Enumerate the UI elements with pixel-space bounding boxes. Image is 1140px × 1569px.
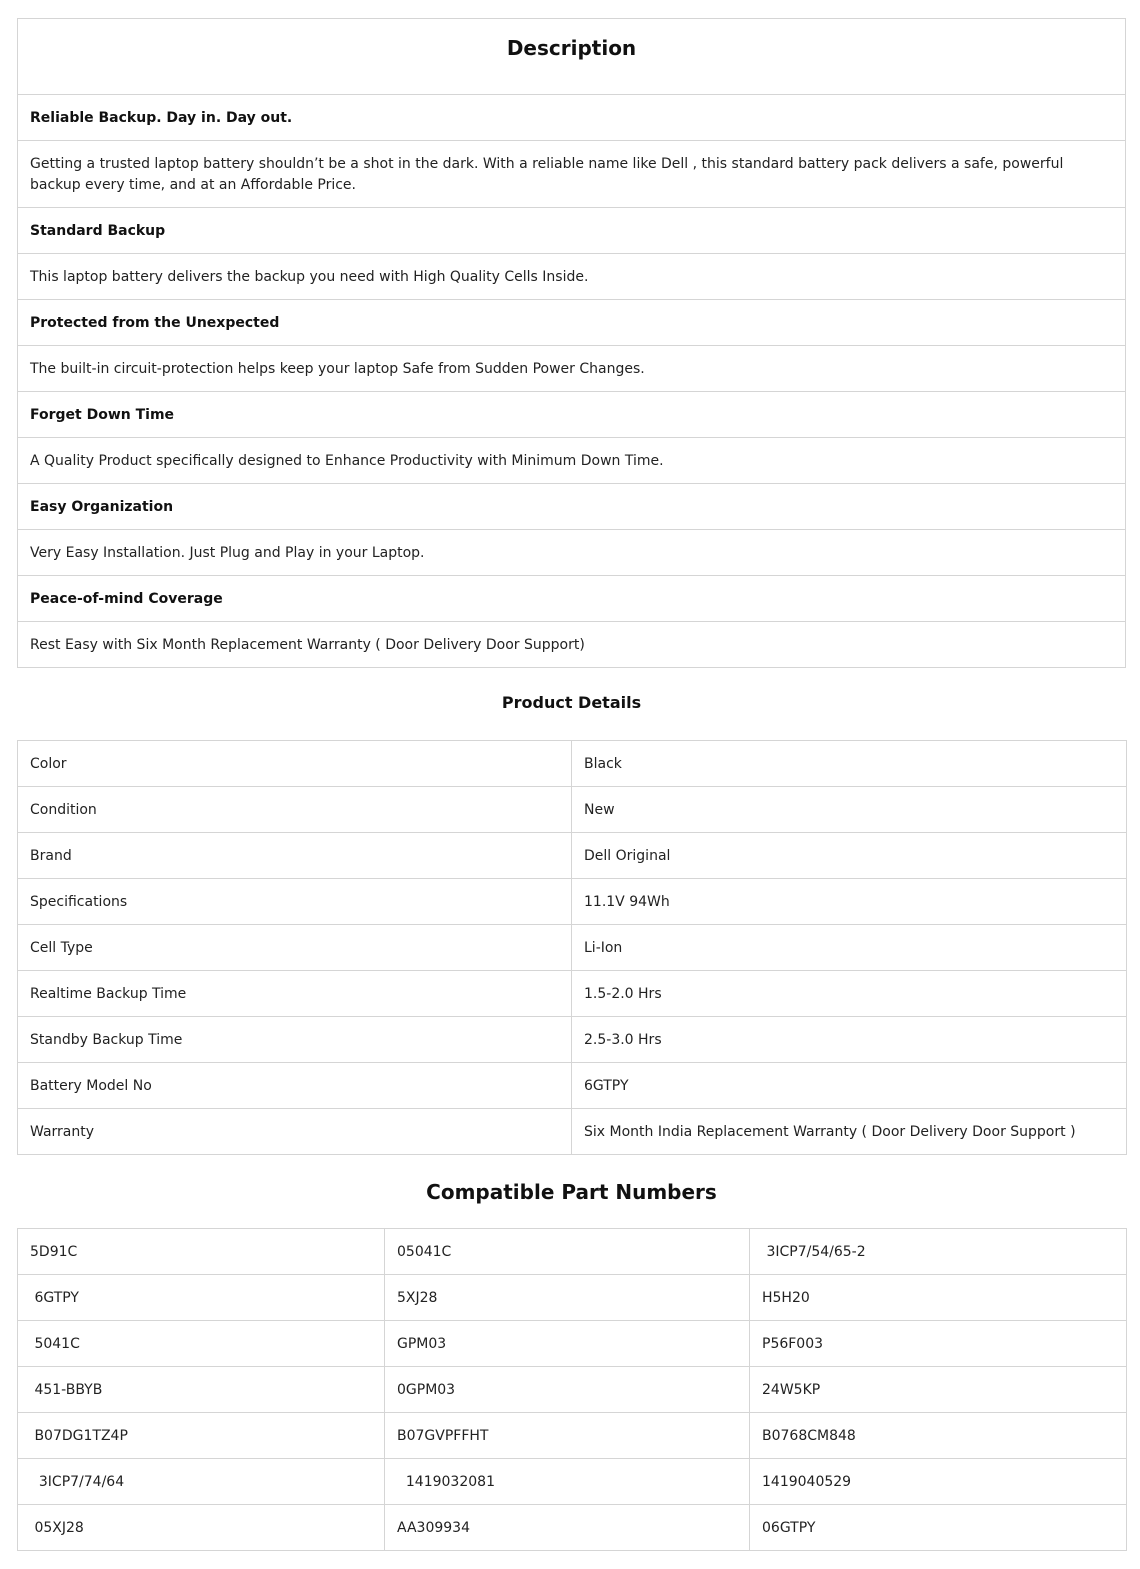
part-number-cell: B07GVPFFHT	[385, 1413, 750, 1459]
table-row	[18, 1275, 1127, 1321]
table-row	[18, 1109, 1127, 1155]
table-row	[18, 1367, 1127, 1413]
table-row	[18, 1063, 1127, 1109]
description-text-row	[18, 346, 1126, 392]
part-number-cell: 05XJ28	[18, 1505, 385, 1551]
section-text: Rest Easy with Six Month Replacement Warranty ( Door Delivery Door Support)	[18, 622, 1126, 668]
detail-value: Dell Original	[572, 833, 1127, 879]
description-title-row	[18, 19, 1126, 95]
section-text: This laptop battery delivers the backup you need with High Quality Cells Inside.	[18, 254, 1126, 300]
table-row	[18, 1505, 1127, 1551]
detail-label: Cell Type	[18, 925, 572, 971]
description-table	[17, 18, 1126, 668]
part-number-cell: 1419040529	[750, 1459, 1127, 1505]
detail-value: Li-Ion	[572, 925, 1127, 971]
detail-label: Realtime Backup Time	[18, 971, 572, 1017]
description-text-row	[18, 141, 1126, 208]
section-heading: Forget Down Time	[18, 392, 1126, 438]
table-row	[18, 1459, 1127, 1505]
part-number-cell: 24W5KP	[750, 1367, 1127, 1413]
section-text: Very Easy Installation. Just Plug and Play in your Laptop.	[18, 530, 1126, 576]
part-number-cell: B0768CM848	[750, 1413, 1127, 1459]
description-heading-row	[18, 576, 1126, 622]
description-heading-row	[18, 484, 1126, 530]
description-text-row	[18, 438, 1126, 484]
table-row	[18, 741, 1127, 787]
part-number-cell: AA309934	[385, 1505, 750, 1551]
part-number-cell: GPM03	[385, 1321, 750, 1367]
part-number-cell: B07DG1TZ4P	[18, 1413, 385, 1459]
part-number-cell: 5D91C	[18, 1229, 385, 1275]
detail-value: 11.1V 94Wh	[572, 879, 1127, 925]
description-text-row	[18, 622, 1126, 668]
part-number-cell: 451-BBYB	[18, 1367, 385, 1413]
part-number-cell: P56F003	[750, 1321, 1127, 1367]
table-row	[18, 787, 1127, 833]
part-number-cell: H5H20	[750, 1275, 1127, 1321]
product-details-title: Product Details	[501, 693, 642, 712]
description-heading-row	[18, 208, 1126, 254]
compatible-parts-table	[17, 1228, 1127, 1551]
detail-label: Standby Backup Time	[18, 1017, 572, 1063]
detail-value: New	[572, 787, 1127, 833]
detail-label: Battery Model No	[18, 1063, 572, 1109]
detail-value: Black	[572, 741, 1127, 787]
part-number-cell: 06GTPY	[750, 1505, 1127, 1551]
table-row	[18, 925, 1127, 971]
description-heading-row	[18, 95, 1126, 141]
part-number-cell: 3ICP7/54/65-2	[750, 1229, 1127, 1275]
detail-label: Color	[18, 741, 572, 787]
table-row	[18, 1229, 1127, 1275]
part-number-cell: 0GPM03	[385, 1367, 750, 1413]
section-heading: Easy Organization	[18, 484, 1126, 530]
part-number-cell: 3ICP7/74/64	[18, 1459, 385, 1505]
detail-value: 6GTPY	[572, 1063, 1127, 1109]
section-heading: Protected from the Unexpected	[18, 300, 1126, 346]
description-text-row	[18, 254, 1126, 300]
description-text-row	[18, 530, 1126, 576]
section-text: A Quality Product specifically designed to Enhance Productivity with Minimum Down Time.	[18, 438, 1126, 484]
part-number-cell: 5041C	[18, 1321, 385, 1367]
section-heading: Reliable Backup. Day in. Day out.	[18, 95, 1126, 141]
description-title: Description	[18, 19, 1126, 95]
detail-label: Specifications	[18, 879, 572, 925]
table-row	[18, 971, 1127, 1017]
detail-value: 1.5-2.0 Hrs	[572, 971, 1127, 1017]
compatible-parts-title: Compatible Part Numbers	[426, 1180, 717, 1204]
detail-label: Brand	[18, 833, 572, 879]
detail-value: 2.5-3.0 Hrs	[572, 1017, 1127, 1063]
part-number-cell: 05041C	[385, 1229, 750, 1275]
section-text: The built-in circuit-protection helps keep your laptop Safe from Sudden Power Changes.	[18, 346, 1126, 392]
table-row	[18, 1321, 1127, 1367]
detail-label: Warranty	[18, 1109, 572, 1155]
description-heading-row	[18, 392, 1126, 438]
section-text: Getting a trusted laptop battery shouldn’t be a shot in the dark. With a reliable name like Dell , this standard battery pack delivers a safe, powerful backup every time, and at an Affordable Price.	[18, 141, 1126, 208]
detail-label: Condition	[18, 787, 572, 833]
table-row	[18, 879, 1127, 925]
description-heading-row	[18, 300, 1126, 346]
table-row	[18, 1413, 1127, 1459]
part-number-cell: 1419032081	[385, 1459, 750, 1505]
detail-value: Six Month India Replacement Warranty ( Door Delivery Door Support )	[572, 1109, 1127, 1155]
section-heading: Standard Backup	[18, 208, 1126, 254]
part-number-cell: 6GTPY	[18, 1275, 385, 1321]
table-row	[18, 833, 1127, 879]
product-details-table	[17, 740, 1127, 1155]
part-number-cell: 5XJ28	[385, 1275, 750, 1321]
table-row	[18, 1017, 1127, 1063]
section-heading: Peace-of-mind Coverage	[18, 576, 1126, 622]
